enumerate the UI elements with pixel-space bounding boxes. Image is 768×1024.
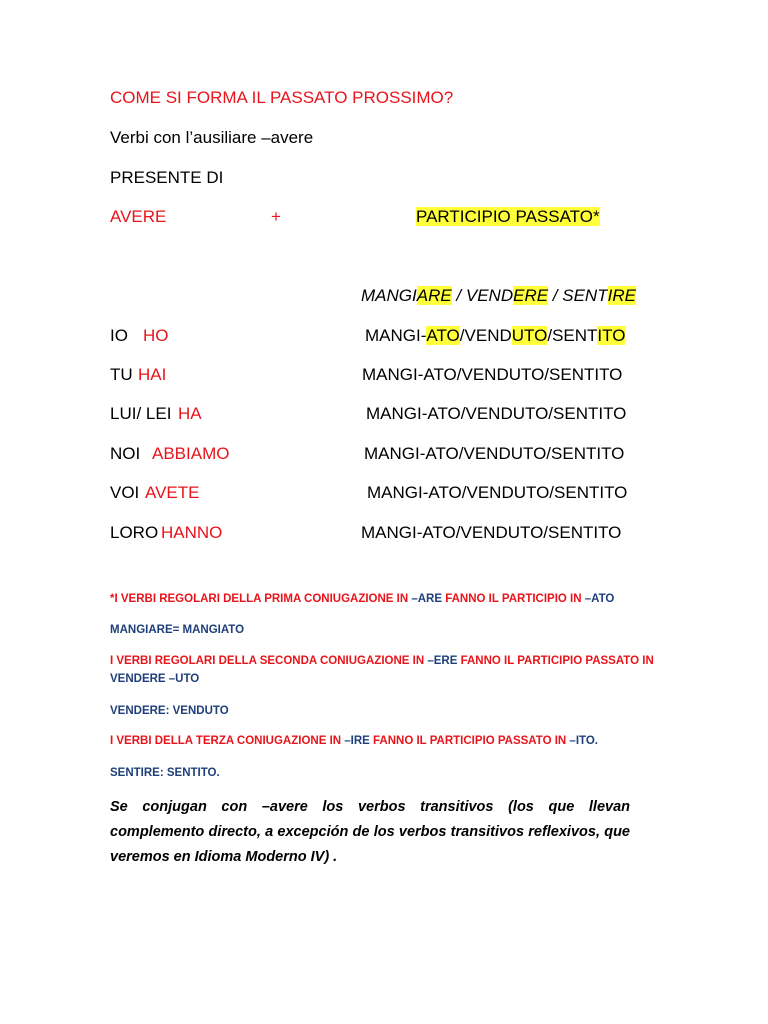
row-aux: HA [178, 404, 202, 423]
formula-participio [416, 206, 600, 228]
note-third-conjugation [110, 733, 598, 749]
note-ending: –ITO. [569, 735, 598, 747]
row-pronoun: LORO [110, 523, 159, 542]
note-ending: –IRE [344, 735, 370, 747]
row-aux: ABBIAMO [152, 444, 230, 463]
formula-avere: AVERE [110, 207, 167, 226]
note-second-conjugation-cont: VENDERE –UTO [110, 673, 200, 685]
row-pronoun: VOI [110, 483, 140, 502]
note-text: FANNO IL PARTICIPIO PASSATO IN [369, 735, 570, 747]
page-title: COME SI FORMA IL PASSATO PROSSIMO? [110, 88, 454, 107]
inf-ere-ending: ERE [513, 286, 549, 305]
row-participles: MANGI-ATO/VENDUTO/SENTITO [366, 404, 627, 423]
row-participles: MANGI-ATO/VENDUTO/SENTITO [362, 365, 623, 384]
row-participles: MANGI-ATO/VENDUTO/SENTITO [367, 483, 628, 502]
inf-sep: / [548, 286, 563, 305]
inf-sent: SENT [562, 286, 608, 305]
example-vendere: VENDERE: VENDUTO [110, 705, 229, 717]
part-slash: / [547, 326, 553, 345]
row-participles: MANGI-ATO/VENDUTO/SENTITO [364, 444, 625, 463]
inf-mangi: MANGI [361, 286, 417, 305]
infinitives-row [361, 285, 636, 307]
note-first-conjugation [110, 591, 614, 607]
note-ending: –ERE [427, 655, 458, 667]
spanish-explanation-paragraph: Se conjugan con –avere los verbos transitivos (los que llevan complemento directo, a excepción de los verbos transitivos reflexivos, que veremos en Idioma Moderno IV) . [110, 799, 630, 865]
note-ending: –ATO [584, 593, 615, 605]
note-text: FANNO IL PARTICIPIO PASSATO IN [457, 655, 654, 667]
part-slash: / [459, 326, 465, 345]
subtitle: Verbi con l’ausiliare –avere [110, 128, 314, 147]
part-vend: VEND [464, 326, 512, 345]
row-pronoun: NOI [110, 444, 141, 463]
note-second-conjugation [110, 653, 654, 669]
note-ending: –ARE [411, 593, 443, 605]
row-pronoun: TU [110, 365, 133, 384]
presente-label: PRESENTE DI [110, 168, 224, 187]
inf-are-ending: ARE [416, 286, 452, 305]
row-participles [365, 325, 625, 347]
part-ato-ending: ATO [426, 326, 460, 345]
part-sent: SENT [552, 326, 598, 345]
note-text: FANNO IL PARTICIPIO IN [442, 593, 585, 605]
row-aux: HANNO [161, 523, 223, 542]
inf-ire-ending: IRE [607, 286, 636, 305]
part-mangi: MANGI- [365, 326, 427, 345]
note-text: I VERBI REGOLARI DELLA SECONDA CONIUGAZIONE IN [110, 655, 428, 667]
formula-participio-label: PARTICIPIO PASSATO* [416, 207, 600, 226]
inf-sep: / [451, 286, 466, 305]
row-aux: HAI [138, 365, 167, 384]
formula-plus: + [271, 207, 281, 226]
note-text: I VERBI DELLA TERZA CONIUGAZIONE IN [110, 735, 345, 747]
example-mangiare: MANGIARE= MANGIATO [110, 624, 245, 636]
row-pronoun: LUI/ LEI [110, 404, 172, 423]
row-aux: HO [143, 326, 169, 345]
row-aux: AVETE [145, 483, 200, 502]
row-pronoun: IO [110, 326, 128, 345]
part-uto-ending: UTO [511, 326, 548, 345]
inf-vend: VEND [465, 286, 514, 305]
note-text: *I VERBI REGOLARI DELLA PRIMA CONIUGAZIONE IN [110, 593, 412, 605]
example-sentire: SENTIRE: SENTITO. [110, 767, 220, 779]
row-participles: MANGI-ATO/VENDUTO/SENTITO [361, 523, 622, 542]
part-ito-ending: ITO [597, 326, 626, 345]
